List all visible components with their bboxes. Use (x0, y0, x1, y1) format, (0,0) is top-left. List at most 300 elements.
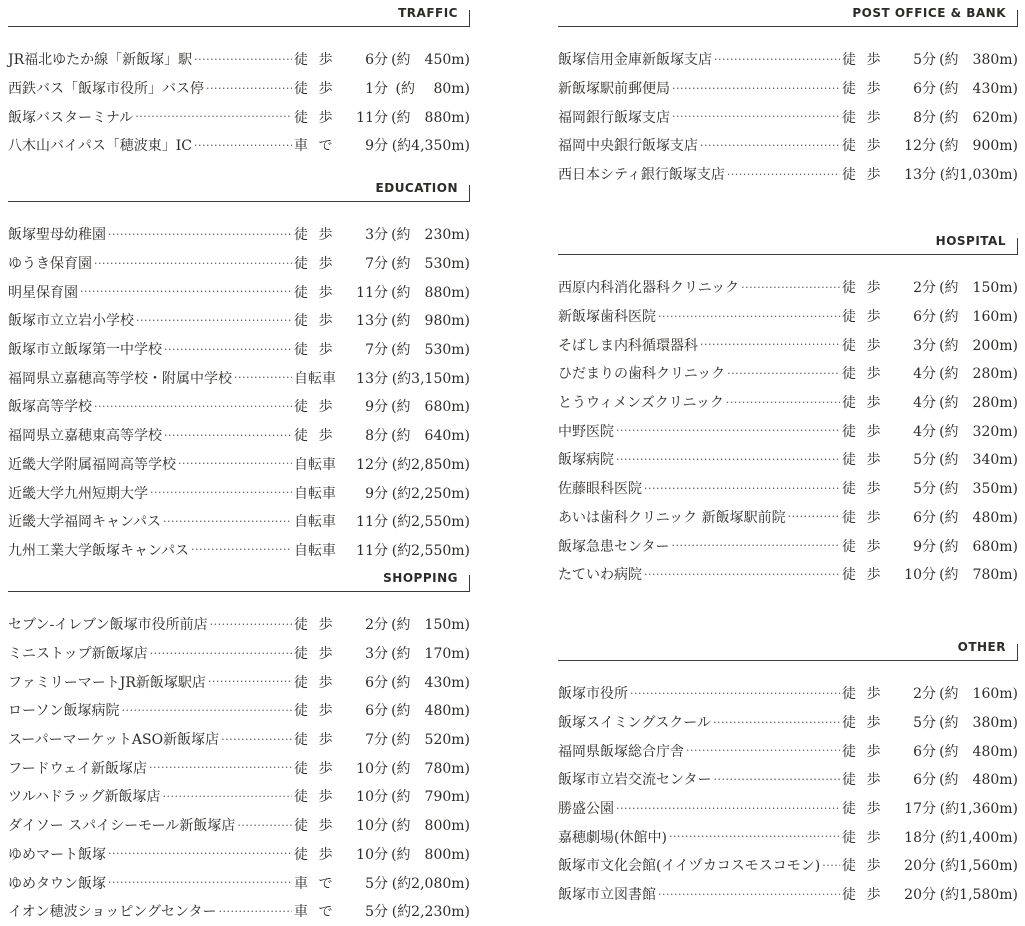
travel-mode: 徒 歩 (294, 646, 336, 663)
list-item (558, 102, 1018, 131)
shopping-section (8, 565, 470, 921)
travel-time: 6分 (913, 743, 936, 760)
distance: (約 320m) (939, 423, 1018, 440)
section-header (558, 228, 1018, 255)
travel-mode: 車 で (294, 904, 336, 921)
travel-mode: 徒 歩 (294, 342, 336, 359)
facility-name: 飯塚信用金庫新飯塚支店 (558, 52, 712, 69)
travel-time: 5分 (365, 904, 388, 921)
leader-dots (726, 396, 840, 409)
list-item (8, 421, 470, 450)
list-item (558, 273, 1018, 302)
facility-name: 福岡銀行飯塚支店 (558, 109, 670, 126)
facility-name: スーパーマーケットASO新飯塚店 (8, 732, 220, 749)
travel-time: 10分 (356, 818, 388, 835)
leader-dots (150, 647, 292, 660)
list-item (8, 335, 470, 364)
leader-dots (121, 704, 292, 717)
leader-dots (162, 790, 292, 803)
facility-list (558, 679, 1018, 909)
travel-time: 7分 (365, 342, 388, 359)
facility-name: 飯塚市役所 (558, 686, 628, 703)
travel-mode: 徒 歩 (842, 801, 884, 818)
distance: (約2,250m) (391, 485, 470, 502)
list-item (558, 679, 1018, 708)
travel-time: 3分 (365, 227, 388, 244)
travel-mode: 徒 歩 (842, 280, 884, 297)
distance: (約2,080m) (391, 875, 470, 892)
facility-name: 八木山バイパス「穂波東」IC (8, 138, 192, 155)
distance: (約 150m) (939, 280, 1018, 297)
facility-name: 飯塚病院 (558, 452, 614, 469)
facility-name: 飯塚急患センター (558, 538, 670, 555)
facility-name: 西原内科消化器科クリニック (558, 280, 740, 297)
distance: (約1,400m) (939, 829, 1018, 846)
travel-mode: 自転車 (294, 542, 336, 559)
list-item (8, 249, 470, 278)
travel-mode: 徒 歩 (842, 743, 884, 760)
list-item (8, 811, 470, 840)
travel-mode: 徒 歩 (294, 760, 336, 777)
section-title: SHOPPING (383, 571, 458, 585)
travel-mode: 車 で (294, 875, 336, 892)
travel-time: 4分 (913, 366, 936, 383)
section-title: POST OFFICE & BANK (852, 6, 1006, 20)
travel-time: 9分 (913, 538, 936, 555)
leader-dots (210, 618, 292, 631)
facility-list (558, 45, 1018, 188)
facility-name: ミニストップ新飯塚店 (8, 646, 148, 663)
facility-name: 佐藤眼科医院 (558, 481, 642, 498)
travel-time: 6分 (913, 81, 936, 98)
distance: (約2,550m) (391, 542, 470, 559)
distance: (約 380m) (939, 52, 1018, 69)
list-item (558, 45, 1018, 74)
facility-name: ファミリーマートJR新飯塚駅店 (8, 674, 206, 691)
travel-mode: 徒 歩 (294, 818, 336, 835)
travel-time: 5分 (913, 481, 936, 498)
travel-mode: 徒 歩 (842, 337, 884, 354)
travel-time: 5分 (365, 875, 388, 892)
leader-dots (237, 819, 292, 832)
list-item (558, 416, 1018, 445)
travel-time: 2分 (913, 280, 936, 297)
leader-dots (136, 314, 292, 327)
leader-dots (700, 139, 840, 152)
section-title: TRAFFIC (398, 6, 458, 20)
leader-dots (686, 744, 840, 757)
travel-mode: 徒 歩 (294, 109, 336, 126)
list-item (558, 708, 1018, 737)
travel-mode: 徒 歩 (294, 52, 336, 69)
list-item (558, 765, 1018, 794)
travel-time: 11分 (356, 514, 388, 531)
leader-dots (713, 773, 840, 786)
distance: (約 520m) (391, 732, 470, 749)
facility-name: 新飯塚駅前郵便局 (558, 81, 670, 98)
distance: (約1,360m) (939, 801, 1018, 818)
facility-name: 飯塚市文化会館(イイヅカコスモスコモン) (558, 858, 821, 875)
facility-name: JR福北ゆたか線「新飯塚」駅 (8, 52, 193, 69)
travel-mode: 徒 歩 (842, 686, 884, 703)
distance: (約3,150m) (391, 370, 470, 387)
travel-mode: 徒 歩 (842, 167, 884, 184)
list-item (558, 388, 1018, 417)
list-item (8, 277, 470, 306)
facility-name: 近畿大学附属福岡高等学校 (8, 456, 176, 473)
list-item (8, 753, 470, 782)
travel-time: 9分 (365, 485, 388, 502)
list-item (558, 131, 1018, 160)
distance: (約2,850m) (391, 456, 470, 473)
leader-dots (194, 139, 292, 152)
travel-time: 10分 (356, 789, 388, 806)
facility-name: ゆめマート飯塚 (8, 846, 106, 863)
facility-name: ローソン飯塚病院 (8, 703, 120, 720)
leader-dots (672, 82, 840, 95)
leader-dots (218, 905, 292, 918)
travel-mode: 車 で (294, 138, 336, 155)
facility-list (8, 45, 470, 160)
facility-name: 明星保育園 (8, 284, 78, 301)
list-item (558, 736, 1018, 765)
travel-time: 3分 (913, 337, 936, 354)
travel-time: 20分 (904, 858, 936, 875)
travel-mode: 徒 歩 (842, 538, 884, 555)
distance: (約 150m) (391, 617, 470, 634)
distance: (約 340m) (939, 452, 1018, 469)
travel-time: 11分 (356, 109, 388, 126)
travel-mode: 徒 歩 (842, 887, 884, 904)
facility-name: 九州工業大学飯塚キャンパス (8, 542, 190, 559)
leader-dots (234, 371, 292, 384)
leader-dots (164, 429, 292, 442)
other-section (558, 634, 1018, 904)
section-header (8, 565, 470, 592)
travel-time: 3分 (365, 646, 388, 663)
travel-mode: 徒 歩 (294, 703, 336, 720)
leader-dots (671, 539, 840, 552)
hospital-section (558, 228, 1018, 584)
leader-dots (669, 830, 840, 843)
travel-mode: 徒 歩 (842, 452, 884, 469)
distance: (約 880m) (391, 284, 470, 301)
list-item (8, 725, 470, 754)
distance: (約 160m) (939, 686, 1018, 703)
leader-dots (644, 568, 840, 581)
facility-list (8, 610, 470, 926)
leader-dots (163, 515, 292, 528)
facility-name: 嘉穂劇場(休館中) (558, 829, 667, 846)
list-item (8, 840, 470, 869)
travel-time: 9分 (365, 399, 388, 416)
distance: (約 450m) (391, 52, 470, 69)
list-item (8, 897, 470, 926)
distance: (約2,550m) (391, 514, 470, 531)
list-item (8, 306, 470, 335)
list-item (558, 445, 1018, 474)
travel-time: 12分 (356, 456, 388, 473)
travel-time: 10分 (356, 846, 388, 863)
section-header (558, 634, 1018, 661)
leader-dots (616, 802, 840, 815)
post-bank-section (558, 0, 1018, 184)
distance: (約2,230m) (391, 904, 470, 921)
leader-dots (150, 486, 292, 499)
travel-mode: 徒 歩 (294, 789, 336, 806)
distance: (約1,560m) (939, 858, 1018, 875)
leader-dots (221, 733, 292, 746)
section-header (558, 0, 1018, 27)
leader-dots (713, 716, 840, 729)
travel-mode: 徒 歩 (294, 846, 336, 863)
travel-time: 6分 (913, 772, 936, 789)
leader-dots (714, 53, 840, 66)
distance: (約 430m) (939, 81, 1018, 98)
section-header (8, 175, 470, 202)
leader-dots (616, 424, 840, 437)
list-item (8, 639, 470, 668)
leader-dots (194, 53, 292, 66)
travel-mode: 徒 歩 (842, 309, 884, 326)
distance: (約 780m) (939, 567, 1018, 584)
distance: (約 880m) (391, 109, 470, 126)
leader-dots (164, 343, 292, 356)
facility-name: そばしま内科循環器科 (558, 337, 698, 354)
list-item (558, 851, 1018, 880)
travel-time: 6分 (365, 674, 388, 691)
travel-mode: 徒 歩 (842, 366, 884, 383)
travel-mode: 徒 歩 (294, 284, 336, 301)
list-item (8, 667, 470, 696)
facility-name: 近畿大学九州短期大学 (8, 485, 148, 502)
travel-time: 12分 (904, 138, 936, 155)
travel-time: 18分 (904, 829, 936, 846)
leader-dots (700, 338, 840, 351)
facility-name: 勝盛公園 (558, 801, 614, 818)
distance: (約 350m) (939, 481, 1018, 498)
travel-time: 9分 (365, 138, 388, 155)
distance: (約 790m) (391, 789, 470, 806)
leader-dots (788, 510, 840, 523)
leader-dots (80, 285, 292, 298)
distance: (約 640m) (391, 428, 470, 445)
travel-time: 6分 (365, 703, 388, 720)
travel-mode: 徒 歩 (294, 313, 336, 330)
leader-dots (206, 82, 292, 95)
facility-name: ゆうき保育園 (8, 256, 92, 273)
facility-name: 西鉄バス「飯塚市役所」バス停 (8, 81, 204, 98)
travel-mode: 徒 歩 (294, 81, 336, 98)
leader-dots (822, 859, 840, 872)
travel-time: 6分 (913, 509, 936, 526)
distance: (約 530m) (391, 256, 470, 273)
travel-time: 20分 (904, 887, 936, 904)
facility-name: 飯塚高等学校 (8, 399, 92, 416)
list-item (558, 474, 1018, 503)
travel-time: 10分 (904, 567, 936, 584)
distance: (約 380m) (939, 715, 1018, 732)
distance: (約 680m) (391, 399, 470, 416)
facility-name: 飯塚市立立岩小学校 (8, 313, 134, 330)
travel-mode: 自転車 (294, 370, 336, 387)
travel-mode: 徒 歩 (842, 509, 884, 526)
facility-name: あいは歯科クリニック 新飯塚駅前院 (558, 509, 786, 526)
list-item (8, 450, 470, 479)
distance: (約 200m) (939, 337, 1018, 354)
leader-dots (149, 761, 292, 774)
travel-time: 8分 (913, 109, 936, 126)
travel-mode: 徒 歩 (294, 617, 336, 634)
travel-mode: 徒 歩 (842, 52, 884, 69)
list-item (558, 503, 1018, 532)
list-item (558, 880, 1018, 909)
list-item (8, 507, 470, 536)
distance: (約 480m) (939, 743, 1018, 760)
list-item (8, 102, 470, 131)
list-item (8, 74, 470, 103)
list-item (8, 696, 470, 725)
travel-mode: 自転車 (294, 485, 336, 502)
traffic-section (8, 0, 470, 155)
travel-mode: 徒 歩 (842, 715, 884, 732)
list-item (8, 392, 470, 421)
leader-dots (658, 888, 840, 901)
distance: (約 480m) (939, 509, 1018, 526)
facility-name: 福岡県立嘉穂東高等学校 (8, 428, 162, 445)
list-item (8, 868, 470, 897)
list-item (8, 220, 470, 249)
facility-name: セブン-イレブン飯塚市役所前店 (8, 617, 208, 634)
travel-mode: 徒 歩 (842, 138, 884, 155)
section-header (8, 0, 470, 27)
facility-name: 中野医院 (558, 423, 614, 440)
travel-mode: 徒 歩 (842, 858, 884, 875)
distance: (約 800m) (391, 846, 470, 863)
facility-name: 新飯塚歯科医院 (558, 309, 656, 326)
distance: (約 780m) (391, 760, 470, 777)
travel-time: 1分 (365, 81, 388, 98)
facility-name: イオン穂波ショッピングセンター (8, 904, 217, 921)
facility-name: たていわ病院 (558, 567, 642, 584)
facility-name: 福岡県立嘉穂高等学校・附属中学校 (8, 370, 232, 387)
leader-dots (616, 453, 840, 466)
list-item (558, 822, 1018, 851)
facility-name: 飯塚市立岩交流センター (558, 772, 712, 789)
travel-time: 5分 (913, 452, 936, 469)
distance: (約 530m) (391, 342, 470, 359)
travel-mode: 徒 歩 (294, 732, 336, 749)
list-item (8, 478, 470, 507)
distance: (約 980m) (391, 313, 470, 330)
leader-dots (108, 228, 292, 241)
list-item (8, 45, 470, 74)
travel-mode: 自転車 (294, 456, 336, 473)
facility-name: ツルハドラッグ新飯塚店 (8, 789, 161, 806)
travel-time: 7分 (365, 256, 388, 273)
distance: (約 280m) (939, 366, 1018, 383)
distance: (約 480m) (391, 703, 470, 720)
travel-mode: 徒 歩 (842, 829, 884, 846)
facility-name: 西日本シティ銀行飯塚支店 (558, 167, 725, 184)
travel-mode: 徒 歩 (294, 399, 336, 416)
section-title: EDUCATION (375, 181, 458, 195)
distance: (約1,030m) (939, 167, 1018, 184)
distance: (約 480m) (939, 772, 1018, 789)
travel-time: 2分 (913, 686, 936, 703)
leader-dots (672, 110, 840, 123)
travel-mode: 徒 歩 (842, 109, 884, 126)
list-item (8, 610, 470, 639)
list-item (558, 74, 1018, 103)
facility-list (8, 220, 470, 564)
leader-dots (658, 310, 840, 323)
travel-mode: 徒 歩 (842, 567, 884, 584)
leader-dots (94, 257, 292, 270)
leader-dots (191, 543, 292, 556)
leader-dots (135, 110, 292, 123)
list-item (8, 363, 470, 392)
travel-time: 5分 (913, 52, 936, 69)
facility-name: ひだまりの歯科クリニック (558, 366, 726, 383)
leader-dots (741, 281, 840, 294)
travel-mode: 徒 歩 (842, 423, 884, 440)
facility-name: 飯塚聖母幼稚園 (8, 227, 106, 244)
travel-time: 13分 (356, 370, 388, 387)
travel-mode: 徒 歩 (294, 227, 336, 244)
travel-mode: 徒 歩 (842, 481, 884, 498)
facility-name: 近畿大学福岡キャンパス (8, 514, 162, 531)
facility-name: 飯塚市立飯塚第一中学校 (8, 342, 162, 359)
facility-name: とうウィメンズクリニック (558, 395, 724, 412)
leader-dots (727, 168, 840, 181)
facility-name: ゆめタウン飯塚 (8, 875, 106, 892)
travel-time: 4分 (913, 423, 936, 440)
list-item (558, 359, 1018, 388)
distance: (約 280m) (939, 395, 1018, 412)
section-title: OTHER (957, 640, 1006, 654)
list-item (8, 536, 470, 565)
facility-name: 飯塚市立図書館 (558, 887, 656, 904)
leader-dots (630, 687, 840, 700)
travel-time: 10分 (356, 760, 388, 777)
list-item (558, 330, 1018, 359)
travel-mode: 徒 歩 (294, 428, 336, 445)
facility-name: 飯塚スイミングスクール (558, 715, 712, 732)
travel-time: 2分 (365, 617, 388, 634)
travel-time: 11分 (356, 542, 388, 559)
distance: (約 170m) (391, 646, 470, 663)
travel-time: 6分 (365, 52, 388, 69)
distance: (約 230m) (391, 227, 470, 244)
travel-mode: 徒 歩 (842, 395, 884, 412)
list-item (558, 302, 1018, 331)
list-item (558, 160, 1018, 189)
leader-dots (178, 457, 292, 470)
facility-name: 福岡中央銀行飯塚支店 (558, 138, 698, 155)
distance: (約 900m) (939, 138, 1018, 155)
travel-time: 6分 (913, 309, 936, 326)
distance: (約 680m) (939, 538, 1018, 555)
travel-time: 13分 (904, 167, 936, 184)
distance: (約1,580m) (939, 887, 1018, 904)
list-item (558, 531, 1018, 560)
travel-mode: 徒 歩 (294, 674, 336, 691)
travel-time: 4分 (913, 395, 936, 412)
leader-dots (94, 400, 292, 413)
facility-name: 飯塚バスターミナル (8, 109, 134, 126)
distance: (約4,350m) (391, 138, 470, 155)
